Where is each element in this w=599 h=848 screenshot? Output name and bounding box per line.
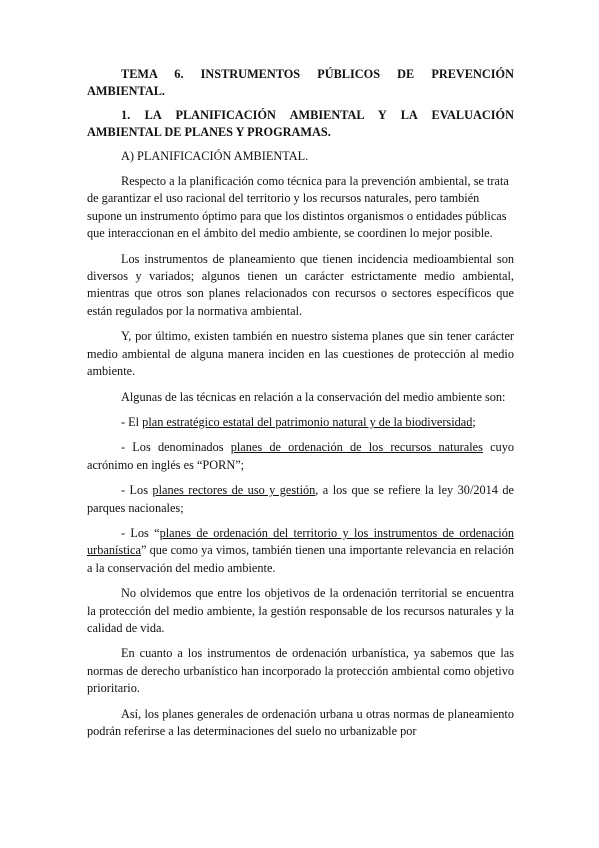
underlined-term: plan estratégico estatal del patrimonio natural y de la biodiversidad bbox=[142, 414, 473, 429]
list-item bbox=[87, 482, 514, 517]
underlined-term: planes rectores de uso y gestión bbox=[152, 483, 316, 498]
subsection-heading: A) PLANIFICACIÓN AMBIENTAL. bbox=[121, 148, 309, 163]
paragraph: Así, los planes generales de ordenación urbana u otras normas de planeamiento podrán referirse a las determinaciones del suelo no urbanizable por bbox=[87, 706, 514, 738]
list-item-suffix: , a los que se refiere la ley 30/2014 de parques nacionales; bbox=[87, 483, 514, 515]
underlined-term: planes de ordenación de los recursos naturales bbox=[230, 440, 483, 455]
paragraph: No olvidemos que entre los objetivos de la ordenación territorial se encuentra la protección del medio ambiente, la gestión responsable de los recursos naturales y la calidad de vida. bbox=[87, 586, 514, 635]
underlined-term: planes de ordenación del territorio y los instrumentos de ordenación urbanística bbox=[87, 525, 514, 558]
paragraph: Los instrumentos de planeamiento que tienen incidencia medioambiental son diversos y variados; algunos tienen un carácter estrictamente medio ambiental, mientras que otros son planes relacionados con recursos o sectores específicos que están regulados por la normativa ambiental. bbox=[87, 251, 514, 318]
list-item-suffix: ” que como ya vimos, también tienen una importante relevancia en relación a la conservación del medio ambiente. bbox=[87, 543, 514, 575]
list-item-prefix: - Los denominados bbox=[121, 440, 231, 455]
paragraph: Algunas de las técnicas en relación a la conservación del medio ambiente son: bbox=[121, 389, 506, 404]
list-item bbox=[87, 439, 514, 474]
list-item-prefix: - Los bbox=[121, 483, 153, 498]
paragraph: Y, por último, existen también en nuestro sistema planes que sin tener carácter medio ambiental de alguna manera inciden en las cuestiones de protección al medio ambiente. bbox=[87, 329, 514, 379]
document-page bbox=[87, 66, 514, 740]
document-title: TEMA 6. INSTRUMENTOS PÚBLICOS DE PREVENCIÓN AMBIENTAL. bbox=[87, 67, 514, 99]
list-item-suffix: cuyo acrónimo en inglés es “PORN”; bbox=[87, 440, 514, 472]
list-item bbox=[87, 414, 514, 431]
list-item bbox=[87, 525, 514, 577]
paragraph: Respecto a la planificación como técnica para la prevención ambiental, se trata de garantizar el uso racional del territorio y los recursos naturales, pero también supone un instrumento óptimo para que los distintos organismos o entidades públicas que interaccionan en el ámbito del medio ambiente, se coordinen lo mejor posible. bbox=[87, 174, 509, 241]
paragraph: En cuanto a los instrumentos de ordenación urbanística, ya sabemos que las normas de derecho urbanístico han incorporado la protección ambiental como objetivo prioritario. bbox=[87, 646, 514, 696]
section-heading: 1. LA PLANIFICACIÓN AMBIENTAL Y LA EVALUACIÓN AMBIENTAL DE PLANES Y PROGRAMAS. bbox=[87, 107, 514, 140]
list-item-prefix: - El bbox=[121, 414, 143, 429]
list-item-prefix: - Los “ bbox=[121, 525, 160, 540]
list-item-suffix: ; bbox=[472, 414, 476, 429]
